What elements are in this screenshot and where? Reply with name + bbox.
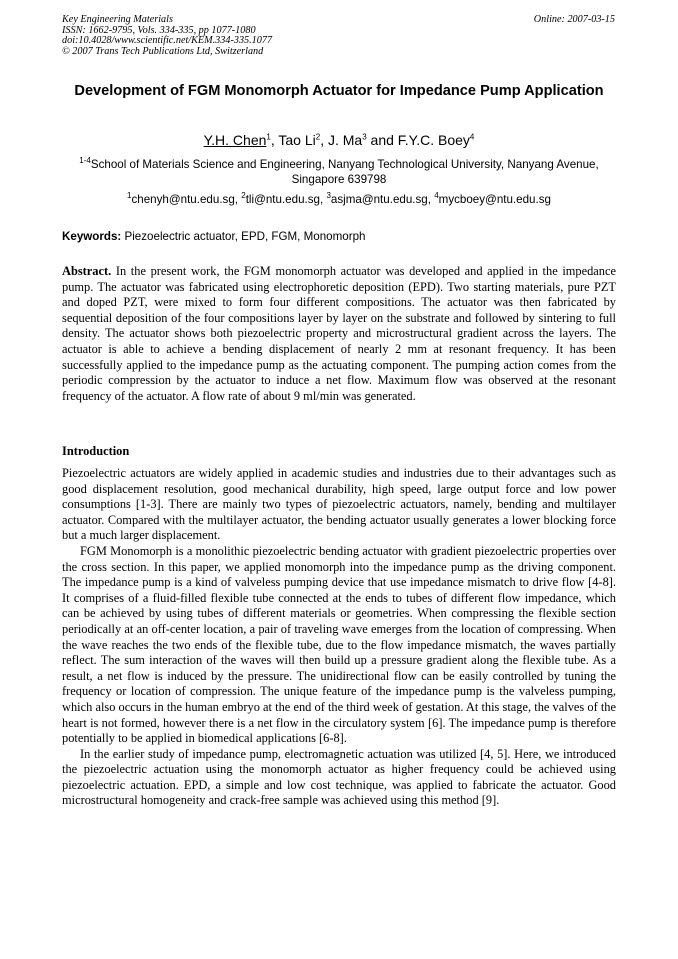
email-sup: 3 [326, 191, 331, 201]
online-date: Online: 2007-03-15 [533, 14, 615, 25]
paragraph: FGM Monomorph is a monolithic piezoelectric bending actuator with gradient piezoelectric properties over the cross section. In this paper, we applied monomorph into the impedance pump as the driving component. The impedance pump is a kind of valveless pumping device that use impedance mismatch to drive flow [4-8]. It comprises of a fluid-filled flexible tube connected at the ends to tubes of different flow impedance, which can be achieved by using tubes of different materials or geometries. When compressing the flexible section periodically at an off-center location, a pair of traveling wave emerges from the location of compressing. When the wave reaches the two ends of the flexible tube, due to the flow impedance mismatch, the waves partially reflect. The sum interaction of the waves will then build up a pressure gradient along the flexible tube. As a result, a net flow is induced by the pressure. The unidirectional flow can be easily controlled by tuning the frequency or location of compression. The unique feature of the impedance pump is the valveless pumping, which also occurs in the human embryo at the end of the third week of gestation. At this stage, the valves of the heart is not formed, however there is a net flow in the circulatory system [6]. The impedance pump is therefore potentially to be applied in biomedical applications [6-8]. [62, 543, 616, 746]
introduction-body [62, 466, 616, 809]
email-address[interactable]: chenyh@ntu.edu.sg [131, 193, 235, 206]
author-separator: , [320, 132, 328, 148]
author-sup: 2 [315, 132, 321, 142]
paper-title: Development of FGM Monomorph Actuator for Impedance Pump Application [74, 83, 604, 99]
doi-line: doi:10.4028/www.scientific.net/KEM.334-335.1077 [62, 35, 273, 47]
email-list [62, 192, 616, 207]
author-separator: , [270, 132, 279, 148]
copyright-line: © 2007 Trans Tech Publications Ltd, Switzerland [62, 45, 264, 57]
email-separator: , [320, 193, 327, 206]
author-separator: and [366, 132, 398, 148]
abstract-text: In the present work, the FGM monomorph actuator was developed and applied in the impedance pump. The actuator was fabricated using electrophoretic deposition (EPD). Two starting materials, pure PZT and doped PZT, were mixed to form four different compositions. The actuator was then fabricated by sequential deposition of the four compositions layer by layer on the substrate and followed by sintering to full density. The actuator shows both piezoelectric property and microstructural gradient across the layers. The actuator is able to achieve a bending displacement of nearly 2 mm at resonant frequency. It has been successfully applied to the impedance pump as the actuating component. The pumping action comes from the periodic compression by the actuator to induce a net flow. Maximum flow was observed at the resonant frequency of the actuator. A flow rate of about 9 ml/min was generated. [62, 264, 616, 403]
author-sup: 3 [362, 132, 367, 142]
email-separator: , [427, 193, 435, 206]
keywords-text: Piezoelectric actuator, EPD, FGM, Monomorph [121, 230, 366, 243]
author-name: F.Y.C. Boey [397, 132, 470, 148]
author-name: J. Ma [327, 132, 363, 148]
paragraph: In the earlier study of impedance pump, electromagnetic actuation was utilized [4, 5]. Here, we introduced the piezoelectric actuation using the monomorph actuator as higher frequency could be achieved using piezoelectric actuation. EPD, a simple and low cost technique, was applied to fabricate the actuator. Good microstructural homogeneity and crack-free sample was achieved using this method [9]. [62, 746, 616, 808]
email-sup: 4 [434, 191, 439, 201]
journal-name: Key Engineering Materials [62, 14, 173, 25]
affiliation-text: School of Materials Science and Engineering, Nanyang Technological University, Nanyang Avenue, Singapore 639798 [90, 158, 599, 186]
abstract-label: Abstract. [62, 264, 112, 278]
email-sup: 2 [241, 191, 246, 201]
author-name: Y.H. Chen [203, 132, 267, 148]
section-heading-introduction: Introduction [62, 444, 130, 458]
author-list [62, 130, 616, 150]
keywords [62, 229, 616, 244]
author-sup: 4 [469, 132, 475, 142]
affiliation-sup: 1-4 [79, 156, 91, 166]
paragraph: Piezoelectric actuators are widely applied in academic studies and industries due to their advantages such as good displacement resolution, good mechanical durability, high speed, large output force and low power consumptions [1-3]. There are mainly two types of piezoelectric actuators, namely, bending and multilayer actuator. Compared with the multilayer actuator, the bending actuator usually generates a lower blocking force but a much larger displacement. [62, 466, 616, 543]
email-address[interactable]: mycboey@ntu.edu.sg [438, 193, 551, 206]
email-address[interactable]: asjma@ntu.edu.sg [330, 193, 428, 206]
journal-header [62, 15, 272, 57]
affiliation [62, 157, 616, 187]
abstract [62, 264, 616, 404]
email-address[interactable]: tli@ntu.edu.sg [245, 193, 320, 206]
email-separator: , [234, 193, 242, 206]
author-sup: 1 [266, 132, 271, 142]
author-name: Tao Li [278, 132, 316, 148]
keywords-label: Keywords: [62, 230, 122, 243]
issn-line: ISSN: 1662-9795, Vols. 334-335, pp 1077-1080 [62, 24, 256, 36]
email-sup: 1 [127, 191, 132, 201]
